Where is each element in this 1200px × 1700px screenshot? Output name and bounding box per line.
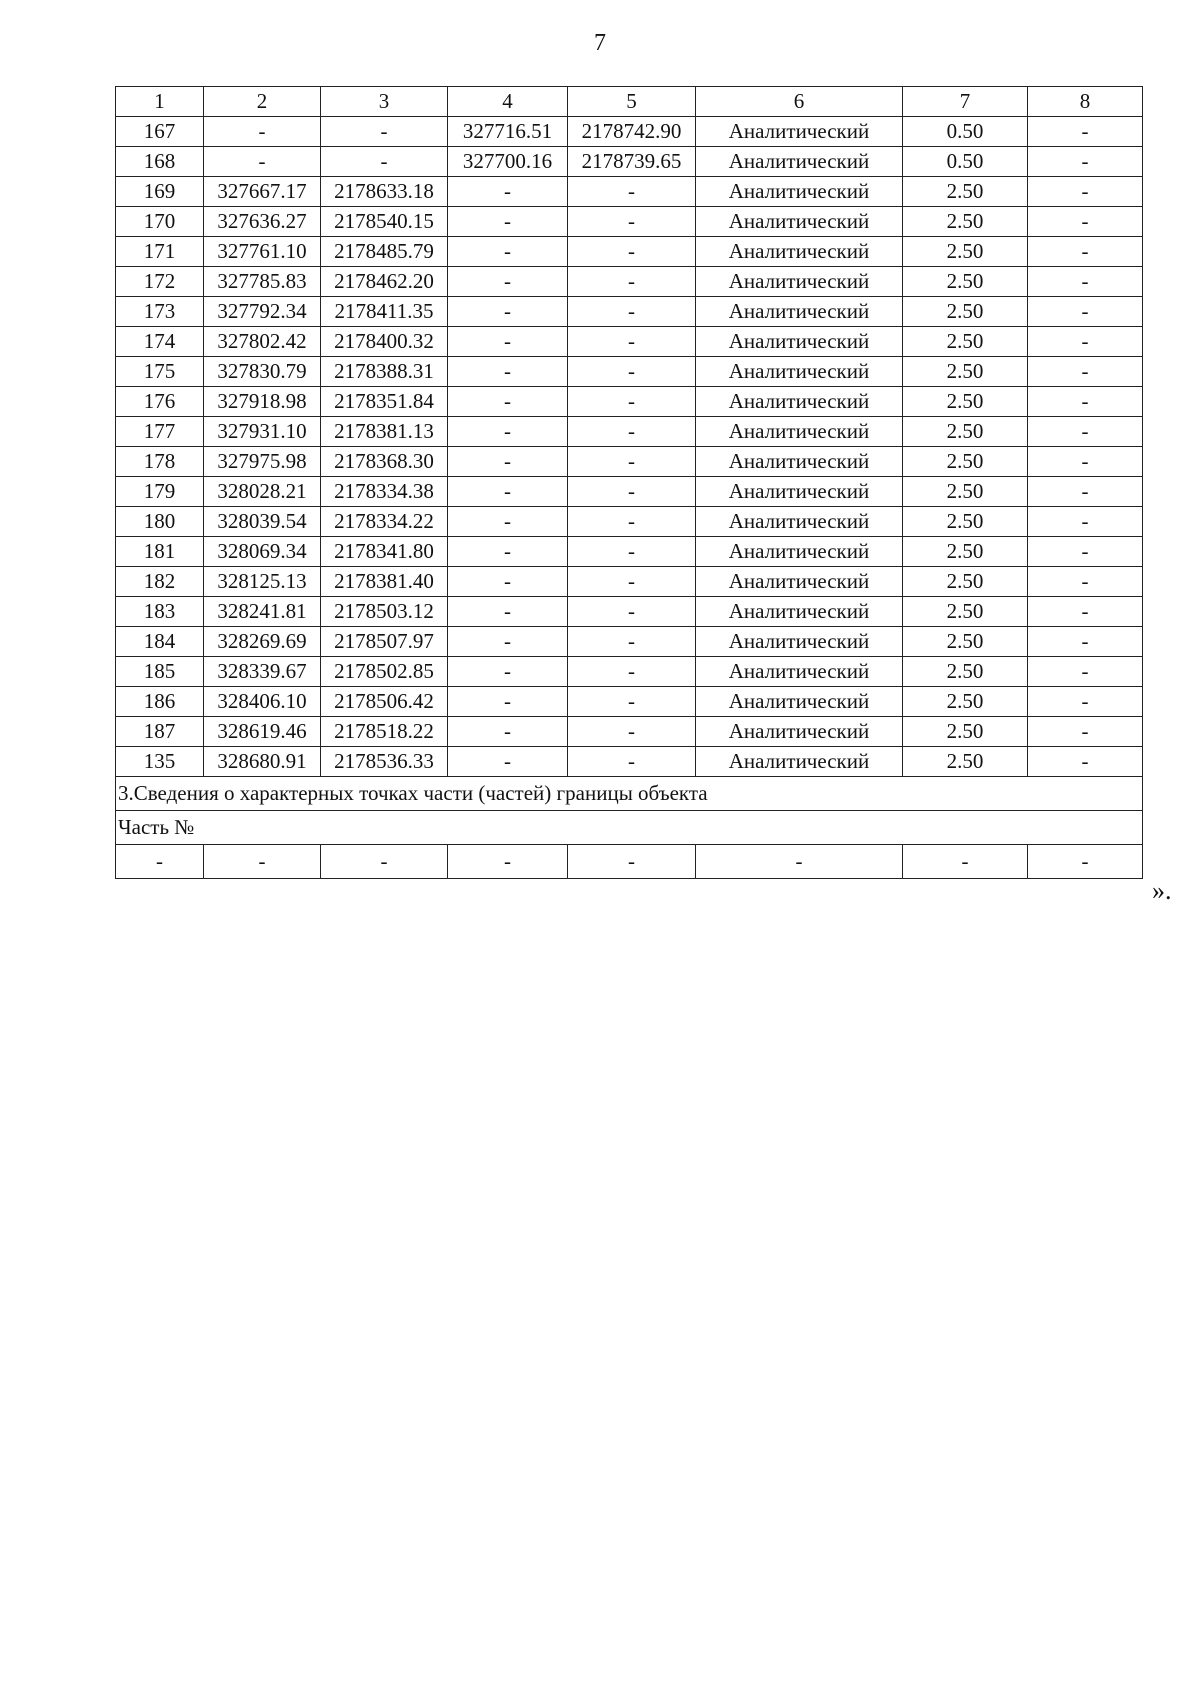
table-cell: - — [448, 297, 568, 327]
table-cell: Аналитический — [696, 537, 903, 567]
table-row — [116, 747, 1143, 777]
table-cell: 181 — [116, 537, 204, 567]
table-cell: - — [448, 447, 568, 477]
section-title: 3.Сведения о характерных точках части (частей) границы объекта — [116, 777, 1143, 811]
table-cell: 2178507.97 — [321, 627, 448, 657]
table-cell: - — [448, 747, 568, 777]
table-cell: Аналитический — [696, 177, 903, 207]
table-cell: 0.50 — [903, 147, 1028, 177]
table-cell: - — [448, 267, 568, 297]
table-cell: Аналитический — [696, 117, 903, 147]
table-cell: 170 — [116, 207, 204, 237]
table-cell: 171 — [116, 237, 204, 267]
table-cell: - — [321, 147, 448, 177]
section-title-row — [116, 777, 1143, 811]
table-cell: 327636.27 — [204, 207, 321, 237]
table-cell: Аналитический — [696, 267, 903, 297]
column-header: 6 — [696, 87, 903, 117]
table-cell: - — [204, 147, 321, 177]
table-cell: - — [448, 627, 568, 657]
table-row — [116, 297, 1143, 327]
table-cell: Аналитический — [696, 387, 903, 417]
table-cell: - — [568, 237, 696, 267]
table-cell: 2.50 — [903, 417, 1028, 447]
table-row — [116, 687, 1143, 717]
table-cell: - — [568, 687, 696, 717]
table-cell: - — [448, 597, 568, 627]
table-row — [116, 267, 1143, 297]
table-cell: - — [204, 117, 321, 147]
table-cell: - — [448, 507, 568, 537]
table-cell: 2178540.15 — [321, 207, 448, 237]
table-cell: - — [1028, 417, 1143, 447]
table-cell: - — [448, 237, 568, 267]
table-cell: - — [1028, 507, 1143, 537]
table-cell: - — [568, 477, 696, 507]
table-cell: 175 — [116, 357, 204, 387]
table-cell: 176 — [116, 387, 204, 417]
table-cell: 0.50 — [903, 117, 1028, 147]
table-cell: - — [1028, 207, 1143, 237]
table-cell: - — [1028, 657, 1143, 687]
table-cell: Аналитический — [696, 327, 903, 357]
table-cell: 2178381.13 — [321, 417, 448, 447]
table-cell: 327785.83 — [204, 267, 321, 297]
table-row — [116, 357, 1143, 387]
table-row — [116, 447, 1143, 477]
table-cell: Аналитический — [696, 657, 903, 687]
table-cell: 2.50 — [903, 207, 1028, 237]
table-cell: - — [568, 327, 696, 357]
table-row — [116, 597, 1143, 627]
table-cell: Аналитический — [696, 147, 903, 177]
table-cell: - — [568, 657, 696, 687]
table-cell: - — [568, 627, 696, 657]
table-cell: 2.50 — [903, 357, 1028, 387]
table-cell: - — [568, 207, 696, 237]
table-cell: - — [1028, 747, 1143, 777]
table-row — [116, 387, 1143, 417]
column-header: 2 — [204, 87, 321, 117]
table-cell: - — [1028, 717, 1143, 747]
table-cell: 328406.10 — [204, 687, 321, 717]
table-cell: - — [448, 845, 568, 879]
table-cell: 2.50 — [903, 297, 1028, 327]
column-header: 3 — [321, 87, 448, 117]
table-cell: 2178502.85 — [321, 657, 448, 687]
table-row — [116, 237, 1143, 267]
table-cell: 168 — [116, 147, 204, 177]
table-cell: - — [1028, 537, 1143, 567]
table-cell: - — [1028, 147, 1143, 177]
table-cell: 2178341.80 — [321, 537, 448, 567]
table-cell: Аналитический — [696, 597, 903, 627]
table-cell: 184 — [116, 627, 204, 657]
table-row — [116, 507, 1143, 537]
table-cell: 2178462.20 — [321, 267, 448, 297]
table-cell: 2178334.38 — [321, 477, 448, 507]
table-cell: 186 — [116, 687, 204, 717]
table-cell: - — [1028, 687, 1143, 717]
table-cell: Аналитический — [696, 687, 903, 717]
table-cell: 2178411.35 — [321, 297, 448, 327]
table-cell: - — [1028, 477, 1143, 507]
table-cell: - — [1028, 297, 1143, 327]
part-row — [116, 845, 1143, 879]
table-cell: 328039.54 — [204, 507, 321, 537]
table-cell: 180 — [116, 507, 204, 537]
table-cell: - — [1028, 447, 1143, 477]
table-cell: - — [568, 537, 696, 567]
table-cell: 2178739.65 — [568, 147, 696, 177]
table-cell: - — [448, 327, 568, 357]
table-cell: 167 — [116, 117, 204, 147]
table-cell: 2.50 — [903, 687, 1028, 717]
table-cell: 2178742.90 — [568, 117, 696, 147]
table-cell: 2.50 — [903, 477, 1028, 507]
table-cell: - — [568, 267, 696, 297]
table-cell: 169 — [116, 177, 204, 207]
table-cell: - — [568, 177, 696, 207]
table-cell: 327830.79 — [204, 357, 321, 387]
table-cell: 328028.21 — [204, 477, 321, 507]
table-cell: 327792.34 — [204, 297, 321, 327]
table-cell: 2178381.40 — [321, 567, 448, 597]
table-cell: - — [568, 387, 696, 417]
table-row — [116, 417, 1143, 447]
column-header: 8 — [1028, 87, 1143, 117]
table-row — [116, 627, 1143, 657]
table-cell: 174 — [116, 327, 204, 357]
part-label: Часть № — [116, 811, 1143, 845]
table-row — [116, 537, 1143, 567]
table-cell: 327931.10 — [204, 417, 321, 447]
table-cell: - — [1028, 627, 1143, 657]
table-cell: 2.50 — [903, 177, 1028, 207]
table-cell: 173 — [116, 297, 204, 327]
table-cell: - — [448, 357, 568, 387]
table-cell: Аналитический — [696, 627, 903, 657]
table-cell: - — [448, 417, 568, 447]
table-cell: 2178351.84 — [321, 387, 448, 417]
table-cell: Аналитический — [696, 507, 903, 537]
table-cell: 185 — [116, 657, 204, 687]
table-cell: Аналитический — [696, 237, 903, 267]
table-cell: - — [568, 417, 696, 447]
table-cell: - — [903, 845, 1028, 879]
table-cell: 327716.51 — [448, 117, 568, 147]
table-cell: 2178368.30 — [321, 447, 448, 477]
table-cell: - — [568, 567, 696, 597]
table-cell: - — [116, 845, 204, 879]
table-header-row — [116, 87, 1143, 117]
column-header: 7 — [903, 87, 1028, 117]
table-cell: Аналитический — [696, 447, 903, 477]
table-cell: - — [1028, 845, 1143, 879]
table-cell: - — [696, 845, 903, 879]
table-cell: - — [448, 717, 568, 747]
table-cell: - — [568, 717, 696, 747]
table-cell: Аналитический — [696, 207, 903, 237]
table-cell: 2.50 — [903, 237, 1028, 267]
part-label-row — [116, 811, 1143, 845]
table-cell: 2178506.42 — [321, 687, 448, 717]
table-cell: 328125.13 — [204, 567, 321, 597]
table-cell: 327918.98 — [204, 387, 321, 417]
column-header: 4 — [448, 87, 568, 117]
table-cell: 2.50 — [903, 327, 1028, 357]
column-header: 5 — [568, 87, 696, 117]
table-cell: 327975.98 — [204, 447, 321, 477]
table-cell: - — [448, 567, 568, 597]
table-cell: - — [448, 537, 568, 567]
table-cell: - — [321, 845, 448, 879]
table-cell: - — [1028, 387, 1143, 417]
table-row — [116, 177, 1143, 207]
table-cell: 2.50 — [903, 657, 1028, 687]
table-cell: 177 — [116, 417, 204, 447]
table-row — [116, 717, 1143, 747]
table-cell: 328069.34 — [204, 537, 321, 567]
table-cell: 2178536.33 — [321, 747, 448, 777]
table-cell: 2.50 — [903, 597, 1028, 627]
table-cell: Аналитический — [696, 747, 903, 777]
table-cell: - — [448, 477, 568, 507]
table-cell: - — [1028, 117, 1143, 147]
page-number: 7 — [594, 30, 606, 56]
table-cell: - — [1028, 267, 1143, 297]
table-cell: Аналитический — [696, 357, 903, 387]
table-cell: 2.50 — [903, 717, 1028, 747]
table-row — [116, 117, 1143, 147]
table-cell: 2.50 — [903, 387, 1028, 417]
table-cell: 2.50 — [903, 447, 1028, 477]
coordinates-table — [115, 86, 1143, 879]
table-cell: - — [568, 447, 696, 477]
table-cell: 327761.10 — [204, 237, 321, 267]
table-cell: - — [448, 657, 568, 687]
table-cell: 172 — [116, 267, 204, 297]
table-cell: 187 — [116, 717, 204, 747]
table-cell: 2178388.31 — [321, 357, 448, 387]
table-cell: - — [1028, 597, 1143, 627]
table-cell: Аналитический — [696, 417, 903, 447]
table-cell: 328269.69 — [204, 627, 321, 657]
table-row — [116, 147, 1143, 177]
table-cell: - — [448, 387, 568, 417]
table-body — [116, 117, 1143, 777]
table-cell: - — [568, 747, 696, 777]
table-cell: - — [568, 597, 696, 627]
table-cell: 327700.16 — [448, 147, 568, 177]
table-cell: 2.50 — [903, 747, 1028, 777]
table-row — [116, 207, 1143, 237]
column-header: 1 — [116, 87, 204, 117]
table-cell: 328241.81 — [204, 597, 321, 627]
table-row — [116, 327, 1143, 357]
table-cell: 2178633.18 — [321, 177, 448, 207]
table-row — [116, 477, 1143, 507]
table-cell: 2.50 — [903, 627, 1028, 657]
table-cell: - — [568, 297, 696, 327]
table-cell: 2178503.12 — [321, 597, 448, 627]
table-cell: - — [568, 845, 696, 879]
table-cell: - — [448, 207, 568, 237]
table-cell: - — [448, 177, 568, 207]
table-cell: Аналитический — [696, 297, 903, 327]
table-row — [116, 567, 1143, 597]
table-cell: 2.50 — [903, 267, 1028, 297]
table-cell: - — [568, 357, 696, 387]
table-cell: 2.50 — [903, 507, 1028, 537]
table-cell: 2178485.79 — [321, 237, 448, 267]
table-cell: Аналитический — [696, 717, 903, 747]
table-cell: - — [321, 117, 448, 147]
table-cell: 179 — [116, 477, 204, 507]
table-cell: - — [204, 845, 321, 879]
table-cell: - — [1028, 327, 1143, 357]
table-cell: Аналитический — [696, 567, 903, 597]
table-cell: 2.50 — [903, 567, 1028, 597]
table-cell: 135 — [116, 747, 204, 777]
table-cell: 183 — [116, 597, 204, 627]
table-cell: 178 — [116, 447, 204, 477]
table-cell: 2178334.22 — [321, 507, 448, 537]
closing-quote: ». — [1152, 876, 1172, 905]
table-cell: - — [1028, 237, 1143, 267]
table-cell: - — [568, 507, 696, 537]
table-cell: Аналитический — [696, 477, 903, 507]
table-cell: 182 — [116, 567, 204, 597]
table-cell: - — [1028, 177, 1143, 207]
table-row — [116, 657, 1143, 687]
table-cell: 2.50 — [903, 537, 1028, 567]
table-cell: 327802.42 — [204, 327, 321, 357]
table-cell: - — [1028, 357, 1143, 387]
table-cell: 327667.17 — [204, 177, 321, 207]
table-cell: 2178518.22 — [321, 717, 448, 747]
table-cell: - — [1028, 567, 1143, 597]
table-cell: 328339.67 — [204, 657, 321, 687]
table-cell: 328619.46 — [204, 717, 321, 747]
table-cell: 328680.91 — [204, 747, 321, 777]
table-cell: - — [448, 687, 568, 717]
table-cell: 2178400.32 — [321, 327, 448, 357]
